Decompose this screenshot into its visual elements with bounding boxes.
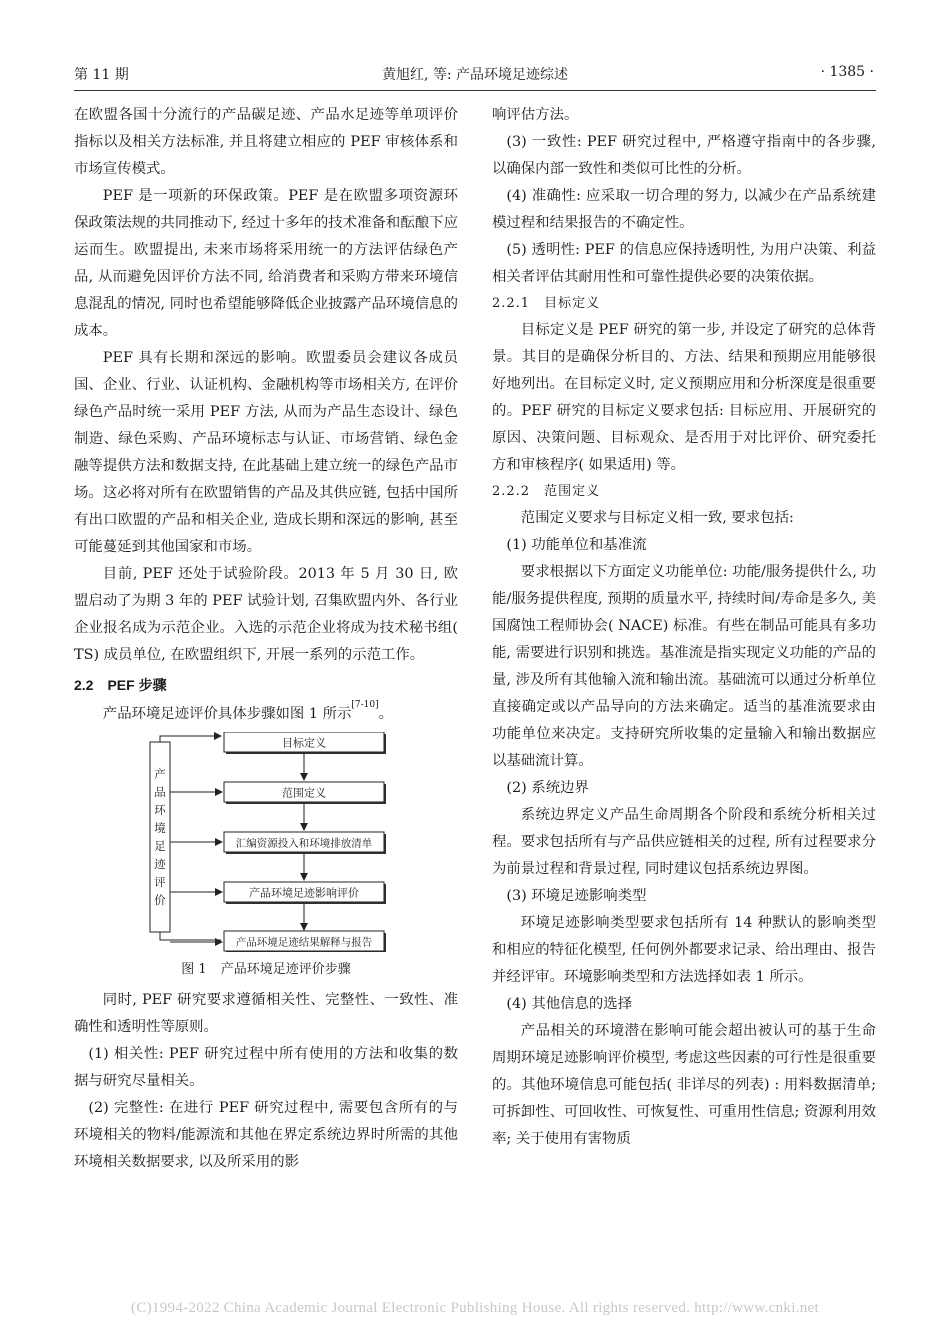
paragraph: 产品相关的环境潜在影响可能会超出被认可的基于生命周期环境足迹影响评价模型, 考虑这些因素的可行性是很重要的。其他环境信息可能包括( 非详尽的列表) : 用料数据清单; 可拆卸性、可回收性、可恢复性、可重用性信息; 资源利用效率; 关于使用有害物质 [492, 1023, 876, 1147]
item-heading: (1) 功能单位和基准流 [506, 537, 647, 553]
subsection-heading [492, 291, 876, 317]
step-label-1: 目标定义 [282, 736, 326, 750]
citation-ref: [7-10] [351, 700, 379, 710]
paragraph: 在欧盟各国十分流行的产品碳足迹、产品水足迹等单项评价指标以及相关方法标准, 并且将建立相应的 PEF 审核体系和市场宣传模式。 [74, 107, 458, 177]
paragraph: PEF 具有长期和深远的影响。欧盟委员会建议各成员国、企业、行业、认证机构、金融机构等市场相关方, 在评价绿色产品时统一采用 PEF 方法, 从而为产品生态设计、绿色制造、绿色采购、产品环境标志与认证、市场营销、绿色金融等提供方法和数据支持, 在此基础上建立统一的绿色产品市场。这必将对所有在欧盟销售的产品及其供应链, 包括中国所有出口欧盟的产品和相关企业, 造成长期和深远的影响, 甚至可能蔓延到其他国家和市场。 [74, 350, 458, 555]
paragraph: 目标定义是 PEF 研究的第一步, 并设定了研究的总体背景。其目的是确保分析目的、方法、结果和预期应用能够很好地列出。在目标定义时, 定义预期应用和分析深度是很重要的。PEF 研究的目标定义要求包括: 目标应用、开展研究的原因、决策问题、目标观众、是否用于对比评价、研究委托方和审核程序( 如果适用) 等。 [492, 322, 876, 473]
figure-intro [74, 701, 458, 728]
paragraph: 同时, PEF 研究要求遵循相关性、完整性、一致性、准确性和透明性等原则。 [74, 992, 458, 1035]
principle-relevance: (1) 相关性: PEF 研究过程中所有使用的方法和收集的数据与研究尽量相关。 [74, 1046, 458, 1089]
side-label-5: 足 [154, 839, 166, 853]
subsection-heading [492, 479, 876, 505]
journal-issue: 第 11 期 [74, 67, 129, 83]
left-column [74, 102, 458, 1176]
step-label-5: 产品环境足迹结果解释与报告 [235, 936, 373, 949]
subsection-title: 范围定义 [544, 484, 601, 499]
running-title: 黄旭红, 等: 产品环境足迹综述 [381, 67, 569, 83]
principle-completeness: (2) 完整性: 在进行 PEF 研究过程中, 需要包含所有的与环境相关的物料/能源流和其他在界定系统边界时所需的其他环境相关数据要求, 以及所采用的影 [74, 1100, 458, 1170]
principle-transparency: (5) 透明性: PEF 的信息应保持透明性, 为用户决策、利益相关者评估其耐用性和可靠性提供必要的决策依据。 [492, 242, 876, 285]
side-label-4: 境 [154, 821, 166, 835]
step-label-2: 范围定义 [282, 786, 326, 800]
figure-caption [74, 958, 458, 977]
paragraph: 目前, PEF 还处于试验阶段。2013 年 5 月 30 日, 欧盟启动了为期 3 年的 PEF 试验计划, 召集欧盟内外、各行业企业报名成为示范企业。入选的示范企业将成为技术秘书组( TS) 成员单位, 在欧盟组织下, 开展一系列的示范工作。 [74, 566, 458, 663]
side-label-7: 评 [154, 875, 166, 889]
figure-number: 图 1 [181, 962, 207, 977]
flowchart-figure [74, 732, 458, 952]
page-number: · 1385 · [820, 64, 874, 80]
paragraph: PEF 是一项新的环保政策。PEF 是在欧盟多项资源环保政策法规的共同推动下, 经过十多年的技术准备和酝酿下应运而生。欧盟提出, 未来市场将采用统一的方法评估绿色产品, 从而避免因评价方法不同, 给消费者和采购方带来环境信息混乱的情况, 同时也希望能够降低企业披露产品环境信息的成本。 [74, 188, 458, 339]
subsection-number: 2.2.2 [492, 484, 531, 499]
section-heading: 2.2 PEF 步骤 [74, 677, 167, 693]
flowchart-svg [74, 732, 458, 952]
copyright-footer: (C)1994-2022 China Academic Journal Electronic Publishing House. All rights reserved. http://www.cnki.net [131, 1300, 819, 1316]
principle-accuracy: (4) 准确性: 应采取一切合理的努力, 以减少在产品系统建模过程和结果报告的不确定性。 [492, 188, 876, 231]
side-label-6: 迹 [154, 857, 166, 871]
step-label-3: 汇编资源投入和环境排放清单 [235, 837, 373, 850]
connector-top [160, 736, 221, 742]
subsection-title: 目标定义 [544, 296, 601, 311]
side-label-3: 环 [154, 803, 166, 817]
paragraph: 环境足迹影响类型要求包括所有 14 种默认的影响类型和相应的特征化模型, 任何例外都要求记录、给出理由、报告并经评审。环境影响类型和方法选择如表 1 所示。 [492, 915, 876, 985]
paragraph: 系统边界定义产品生命周期各个阶段和系统分析相关过程。要求包括所有与产品供应链相关的过程, 所有过程要求分为前景过程和背景过程, 同时建议包括系统边界图。 [492, 807, 876, 877]
subsection-number: 2.2.1 [492, 296, 531, 311]
right-column [492, 102, 876, 1153]
step-label-4: 产品环境足迹影响评价 [249, 886, 359, 900]
side-label-2: 品 [154, 785, 166, 799]
principle-consistency: (3) 一致性: PEF 研究过程中, 严格遵守指南中的各步骤, 以确保内部一致性和类似可比性的分析。 [492, 134, 876, 177]
figure-intro-end: 。 [378, 706, 394, 722]
paragraph: 范围定义要求与目标定义相一致, 要求包括: [520, 510, 794, 526]
side-label-8: 价 [154, 893, 166, 907]
item-heading: (2) 系统边界 [506, 780, 589, 796]
connector-bottom [160, 932, 221, 940]
side-label-1: 产 [154, 767, 166, 781]
paragraph: 要求根据以下方面定义功能单位: 功能/服务提供什么, 功能/服务提供程度, 预期的质量水平, 持续时间/寿命是多久, 美国腐蚀工程师协会( NACE) 标准。有些在制品可能具有多功能, 需要进行识别和挑选。基准流是指实现定义功能的产品的量, 涉及所有其他输入流和输出流。基础流可以通过分析单位直接确定或以产品导向的方法来确定。适当的基准流要求由功能单位来决定。支持研究所收集的定量输入和输出数据应以基础流计算。 [492, 564, 876, 769]
item-heading: (4) 其他信息的选择 [506, 996, 633, 1012]
header-rule [74, 90, 876, 91]
figure-intro-text: 产品环境足迹评价具体步骤如图 1 所示 [102, 706, 352, 722]
item-heading: (3) 环境足迹影响类型 [506, 888, 647, 904]
figure-caption-text: 产品环境足迹评价步骤 [220, 962, 351, 977]
paragraph: 响评估方法。 [492, 107, 579, 123]
